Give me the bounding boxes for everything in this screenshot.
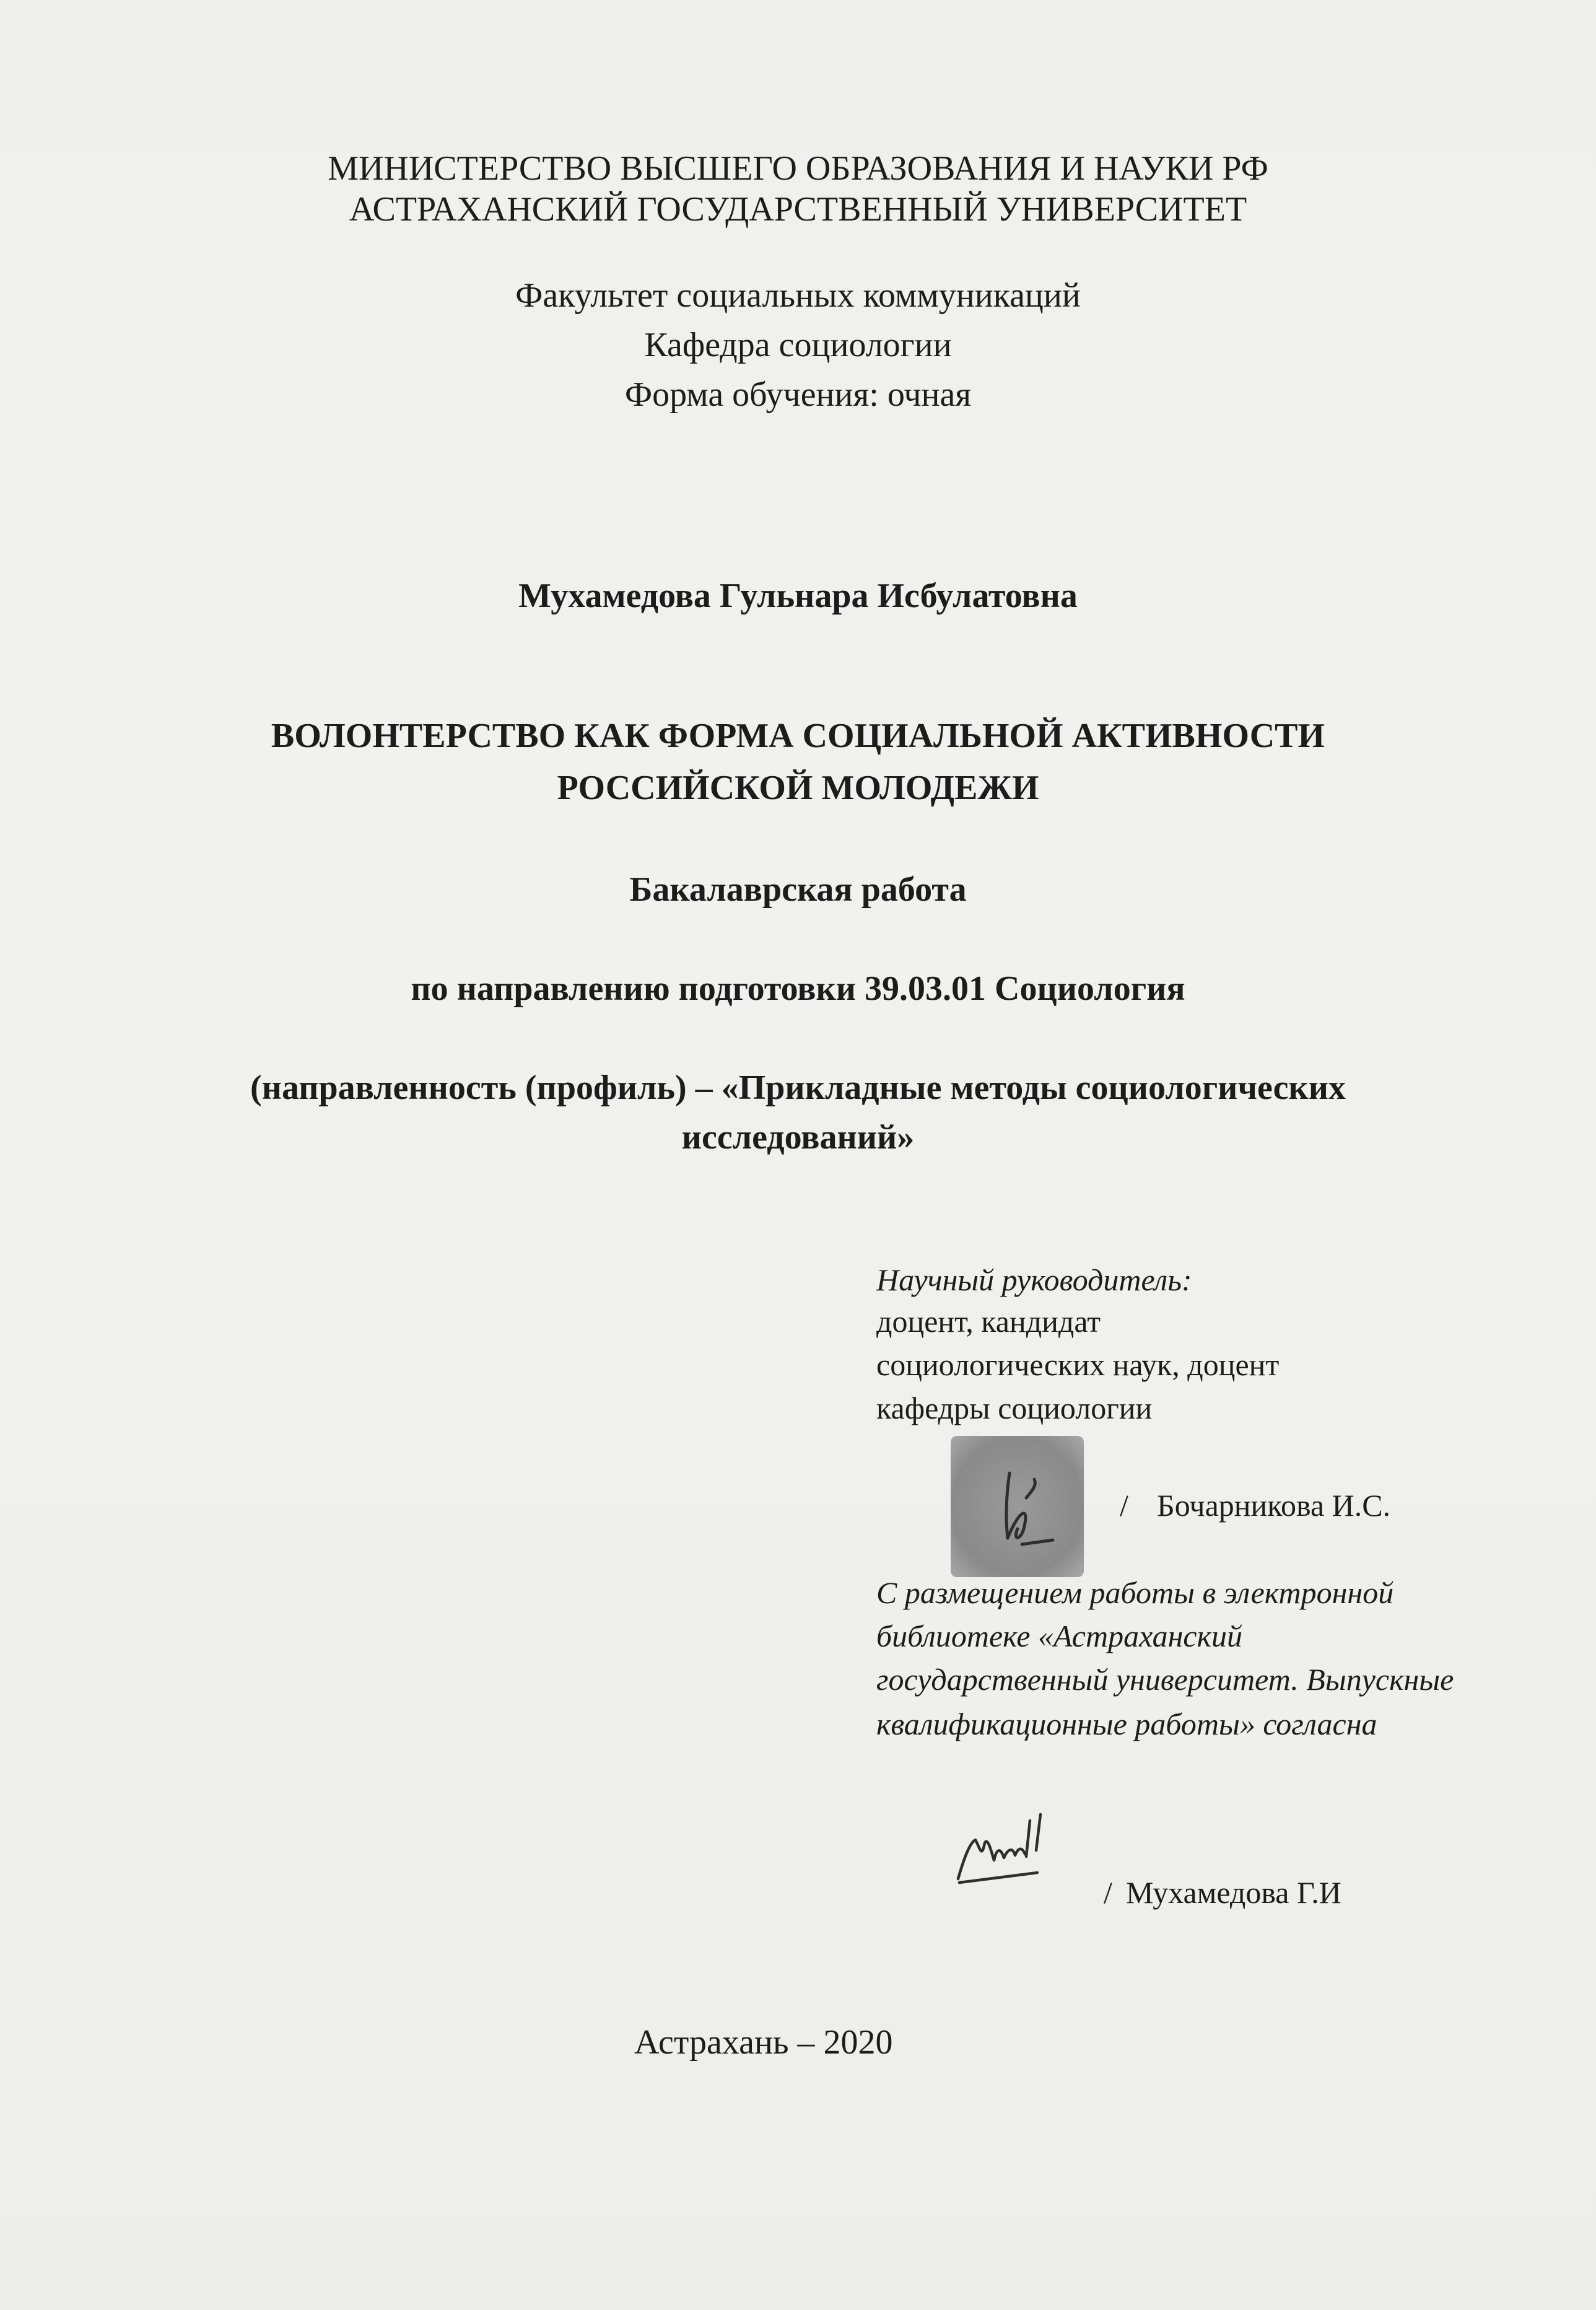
work-type: Бакалаврская работа [629, 870, 967, 909]
title-line-1: ВОЛОНТЕРСТВО КАК ФОРМА СОЦИАЛЬНОЙ АКТИВНОСТИ [271, 717, 1325, 755]
profile-line-1: (направленность (профиль) – «Прикладные методы социологических [250, 1069, 1346, 1107]
consent-line-4: квалификационные работы» согласна [876, 1707, 1377, 1741]
direction-line: по направлению подготовки 39.03.01 Социология [411, 969, 1185, 1008]
faculty-line: Факультет социальных коммуникаций [515, 276, 1081, 315]
department-line: Кафедра социологии [644, 326, 952, 364]
profile-line-2: исследований» [681, 1118, 915, 1157]
supervisor-line-3: кафедры социологии [876, 1391, 1153, 1425]
consent-line-3: государственный университет. Выпускные [876, 1662, 1454, 1697]
title-line-2: РОССИЙСКОЙ МОЛОДЕЖИ [557, 769, 1039, 807]
student-name: Мухамедова Г.И [1126, 1875, 1341, 1910]
consent-line-1: С размещением работы в электронной [876, 1575, 1394, 1610]
supervisor-line-2: социологических наук, доцент [876, 1347, 1280, 1382]
university-line: АСТРАХАНСКИЙ ГОСУДАРСТВЕННЫЙ УНИВЕРСИТЕТ [349, 190, 1247, 229]
supervisor-separator: / [1120, 1488, 1128, 1523]
supervisor-heading: Научный руководитель: [876, 1262, 1192, 1297]
student-separator: / [1104, 1875, 1112, 1910]
study-form-line: Форма обучения: очная [624, 375, 972, 414]
supervisor-signature [951, 1436, 1084, 1577]
student-signature-image [951, 1806, 1087, 1886]
supervisor-name: Бочарникова И.С. [1157, 1488, 1391, 1523]
supervisor-signature-image [951, 1436, 1084, 1577]
ministry-line: МИНИСТЕРСТВО ВЫСШЕГО ОБРАЗОВАНИЯ И НАУКИ РФ [328, 149, 1268, 188]
consent-line-2: библиотеке «Астраханский [876, 1619, 1242, 1653]
supervisor-line-1: доцент, кандидат [876, 1304, 1101, 1339]
student-signature [951, 1806, 1087, 1886]
author-name: Мухамедова Гульнара Исбулатовна [518, 577, 1078, 615]
city-year: Астрахань – 2020 [634, 2023, 893, 2062]
